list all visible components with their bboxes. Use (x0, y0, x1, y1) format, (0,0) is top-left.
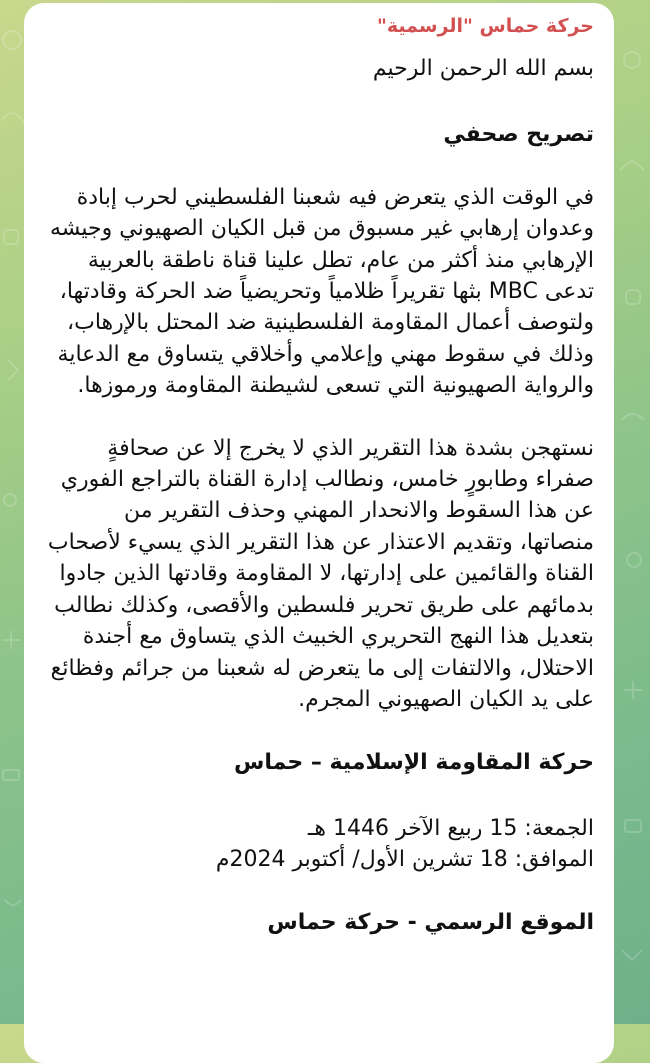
official-website-label: الموقع الرسمي - حركة حماس (267, 909, 594, 935)
sender-name[interactable]: حركة حماس "الرسمية" (376, 15, 594, 37)
message-dates (44, 813, 594, 876)
message-paragraph-1: في الوقت الذي يتعرض فيه شعبنا الفلسطيني لحرب إبادة وعدوان إرهابي غير مسبوق من قبل الكيان الصهيوني وجيشه الإرهابي منذ أكثر من عام، تطل علينا قناة ناطقة بالعربية تدعى MBC بثها تقريراً ظلامياً وتحريضياً ضد الحركة وقادتها، ولتوصف أعمال المقاومة الفلسطينية ضد المحتل بالإرهاب، وذلك في سقوط مهني وإعلامي وأخلاقي يتساوق مع الدعاية والرواية الصهيونية التي تسعى لشيطنة المقاومة ورموزها. (50, 184, 594, 399)
message-heading: تصريح صحفي (443, 122, 594, 148)
date-gregorian: الموافق: 18 تشرين الأول/ أكتوبر 2024م (215, 847, 594, 873)
date-hijri: الجمعة: 15 ربيع الآخر 1446 هـ (307, 815, 594, 841)
message-paragraph-2: نستهجن بشدة هذا التقرير الذي لا يخرج إلا عن صحافةٍ صفراء وطابورٍ خامس، ونطالب إدارة القناة بالتراجع الفوري عن هذا السقوط والانحدار المهني وحذف التقرير من منصاتها، وتقديم الاعتذار عن هذا التقرير الذي يسيء لأصحاب القناة والقائمين على إدارتها، لا المقاومة وقادتها الذين جادوا بدمائهم على طريق تحرير فلسطين والأقصى، وكذلك نطالب بتعديل هذا النهج التحريري الخبيث الذي يتساوق مع أجندة الاحتلال، والالتفات إلى ما يتعرض له شعبنا من جرائم وفظائع على يد الكيان الصهيوني المجرم. (47, 435, 594, 712)
message-basmala: بسم الله الرحمن الرحيم (372, 56, 594, 81)
message-bubble[interactable] (24, 3, 614, 1063)
message-signature: حركة المقاومة الإسلامية – حماس (233, 750, 594, 776)
